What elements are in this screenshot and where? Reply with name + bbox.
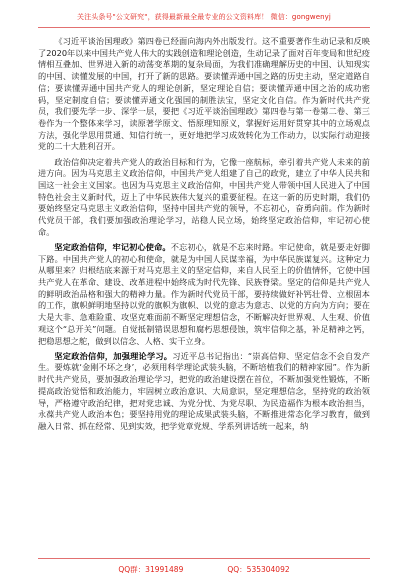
footer-qq-contact: QQ：535304092 xyxy=(227,565,290,574)
document-body xyxy=(38,33,370,433)
paragraph-text: 政治信仰决定着共产党人的政治目标和行为，它像一座航标，牵引着共产党人未来的前进方向。因为马克思主义政治信仰，中国共产党人组建了自己的政党，建立了中华人民共和国这一社会主义国家。也因为马克思主义政治信仰，中国共产党人带领中国人民进入了中国特色社会主义新时代，迈上了中华民族伟大复兴的重要征程。在这一新的历史时期，我们仍要始终坚定马克思主义政治信仰，坚持中国共产党的领导，不忘初心，奋勇向前。作为新时代党员干部，我们要加强政治理论学习，站稳人民立场，始终坚定政治信仰，牢记初心使命。 xyxy=(38,156,370,237)
paragraph-text: 《习近平谈治国理政》第四卷已经面向海内外出版发行。这不重要著作生动记录和反映了2020年以来中国共产党人伟大的实践创造和理论创造，生动记录了面对百年变局和世纪疫情相互叠加、世界进入新的动荡变革期的复杂局面，为我们准确理解历史的中国、认知现实的中国、读懂发展的中国，打开了新的思路。要读懂弄通中国之路的历史主动，坚定道路自信；要读懂弄通中国共产党人的理论创新，坚定理论自信；要读懂弄通中国之治的成功密码，坚定制度自信；要读懂弄通文化强国的制胜法宝，坚定文化自信。作为新时代共产党员，我们要先学一步、深学一层，要把《习近平谈治国理政》第四卷与第一卷第二卷、第三卷作为一个整体来学习，读原著学原文、悟原理知原义，掌握好运用好贯穿其中的立场观点方法，强化学思用贯通、知信行统一，更好地把学习成效转化为工作动力，以实际行动迎接党的二十大胜利召开。 xyxy=(38,36,370,152)
paragraph-intro xyxy=(38,36,370,153)
paragraph-mission xyxy=(38,242,370,347)
paragraph-text: 习近平总书记指出：“崇高信仰、坚定信念不会自发产生。要炼就‘金刚不坏之身’，必须用科学理论武装头脑，不断培植我们的精神家园”。作为新时代共产党员，要加强政治理论学习，把党的政治建设摆在首位，不断加强党性锻炼，不断提高政治觉悟和政治能力，牢固树立政治意识、大局意识，坚定理想信念，坚持党的政治领导，严格遵守政治纪律，把对党忠诚、为党分忧、为党尽职、为民造福作为根本政治担当，永葆共产党人政治本色；要坚持用党的理论成果武装头脑，不断推进常态化学习教育，做到融入日常、抓在经常、见到实效，把学党章党规、学系列讲话统一起来，纳 xyxy=(38,350,370,431)
footer-rule xyxy=(38,558,370,559)
footer-qq-group: QQ群：31991489 xyxy=(118,565,184,574)
paragraph-lead: 坚定政治信仰，牢记初心使命。 xyxy=(54,241,171,252)
page-header: 关注头条号"公文研究"，获得最新最全最专业的公文资料库！ 微信：gongwenyj xyxy=(77,13,331,21)
paragraph-belief xyxy=(38,157,370,239)
paragraph-text: 不忘初心，就是不忘来时路。牢记使命，就是要走好脚下路。中国共产党人的初心和使命，就是为中国人民谋幸福，为中华民族谋复兴。这种定力从哪里来？归根结底来源于对马克思主义的坚定信仰，来自人民至上的价值情怀，它使中国共产党人在革命、建设、改革进程中始终成为时代先锋、民族脊梁。坚定的信仰是共产党人的鲜明政治品格和强大的精神力量。作为新时代党员干部，要持续做好补钙壮骨、立根固本的工作，旗帜鲜明地坚持以党的旗帜为旗帜、以党的意志为意志、以党的方向为方向；要在大是大非、急难险重、攻坚克难面前不断坚定理想信念，不断解决好世界观、人生观、价值观这个“总开关”问题。自觉抵制错误思想和腐朽思想侵蚀，筑牢信仰之基，补足精神之钙，把稳思想之舵，做到以信念、人格、实干立身。 xyxy=(38,241,370,346)
paragraph-study xyxy=(38,351,370,433)
header-rule xyxy=(38,27,370,28)
page-footer xyxy=(0,564,408,575)
paragraph-lead: 坚定政治信仰，加强理论学习。 xyxy=(54,350,173,361)
